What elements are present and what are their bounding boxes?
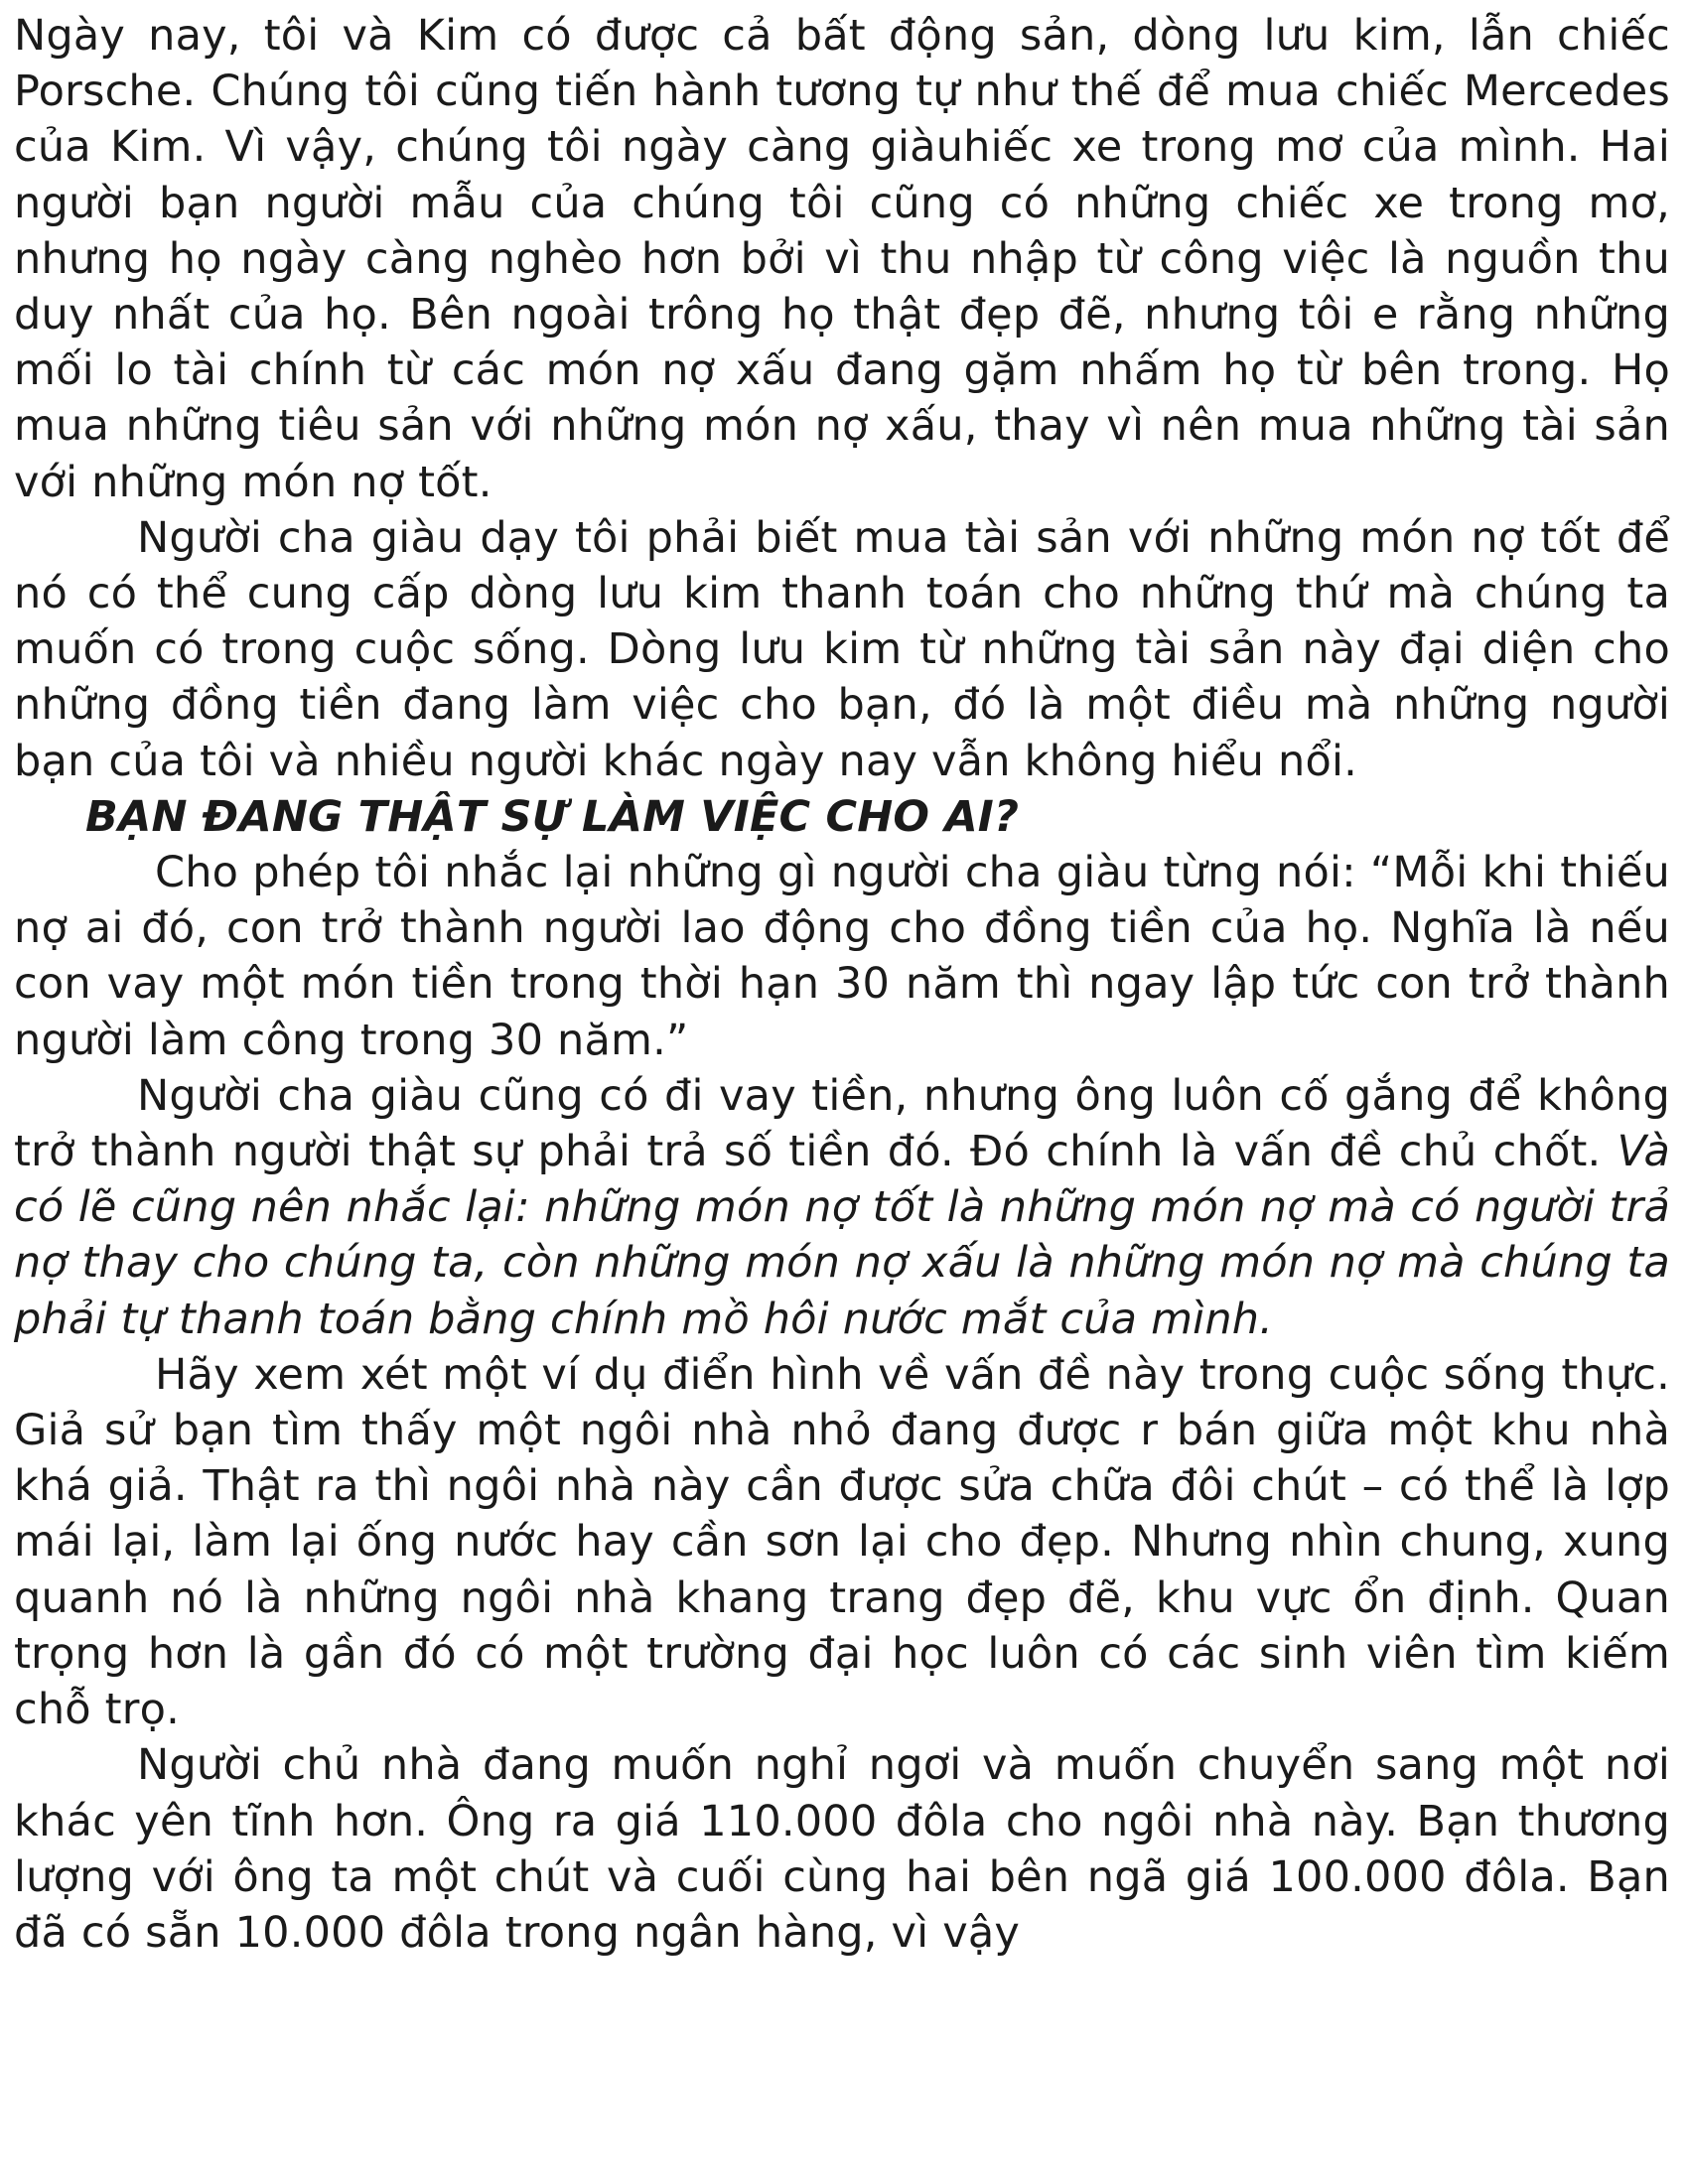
paragraph-4 [14,1068,1670,1347]
paragraph-4-text: Người cha giàu cũng có đi vay tiền, nhưng ông luôn cố gắng để không trở thành người thật sự phải trả số tiền đó. Đó chính là vấn đề chủ chốt. [14,1070,1670,1177]
paragraph-2: Người cha giàu dạy tôi phải biết mua tài sản với những món nợ tốt để nó có thể cung cấp dòng lưu kim thanh toán cho những thứ mà chúng ta muốn có trong cuộc sống. Dòng lưu kim từ những tài sản này đại diện cho những đồng tiền đang làm việc cho bạn, đó là một điều mà những người bạn của tôi và nhiều người khác ngày nay vẫn không hiểu nổi. [14,512,1670,786]
paragraph-5: Hãy xem xét một ví dụ điển hình về vấn đề này trong cuộc sống thực. Giả sử bạn tìm thấy một ngôi nhà nhỏ đang được r bán giữa một khu nhà khá giả. Thật ra thì ngôi nhà này cần được sửa chữa đôi chút – có thể là lợp mái lại, làm lại ống nước hay cần sơn lại cho đẹp. Nhưng nhìn chung, xung quanh nó là những ngôi nhà khang trang đẹp đẽ, khu vực ổn định. Quan trọng hơn là gần đó có một trường đại học luôn có các sinh viên tìm kiếm chỗ trọ. [14,1349,1670,1735]
paragraph-6: Người chủ nhà đang muốn nghỉ ngơi và muốn chuyển sang một nơi khác yên tĩnh hơn. Ông ra giá 110.000 đôla cho ngôi nhà này. Bạn thương lượng với ông ta một chút và cuối cùng hai bên ngã giá 100.000 đôla. Bạn đã có sẵn 10.000 đôla trong ngân hàng, vì vậy [14,1740,1670,1958]
paragraph-4-emphasis: Và có lẽ cũng nên nhắc lại: những món nợ tốt là những món nợ mà có người trả nợ thay cho chúng ta, còn những món nợ xấu là những món nợ mà chúng ta phải tự thanh toán bằng chính mồ hôi nước mắt của mình. [14,1127,1670,1344]
section-heading: BẠN ĐANG THẬT SỰ LÀM VIỆC CHO AI? [85,791,1020,842]
paragraph-1: Ngày nay, tôi và Kim có được cả bất động sản, dòng lưu kim, lẫn chiếc Porsche. Chúng tôi cũng tiến hành tương tự như thế để mua chiếc Mercedes của Kim. Vì vậy, chúng tôi ngày càng giàuhiếc xe trong mơ của mình. Hai người bạn người mẫu của chúng tôi cũng có những chiếc xe trong mơ, nhưng họ ngày càng nghèo hơn bởi vì thu nhập từ công việc là nguồn thu duy nhất của họ. Bên ngoài trông họ thật đẹp đẽ, nhưng tôi e rằng những mối lo tài chính từ các món nợ xấu đang gặm nhấm họ từ bên trong. Họ mua những tiêu sản với những món nợ xấu, thay vì nên mua những tài sản với những món nợ tốt. [14,11,1670,507]
paragraph-3: Cho phép tôi nhắc lại những gì người cha giàu từng nói: “Mỗi khi thiếu nợ ai đó, con trở thành người lao động cho đồng tiền của họ. Nghĩa là nếu con vay một món tiền trong thời hạn 30 năm thì ngay lập tức con trở thành người làm công trong 30 năm.” [14,848,1670,1065]
document-page [14,8,1670,1961]
